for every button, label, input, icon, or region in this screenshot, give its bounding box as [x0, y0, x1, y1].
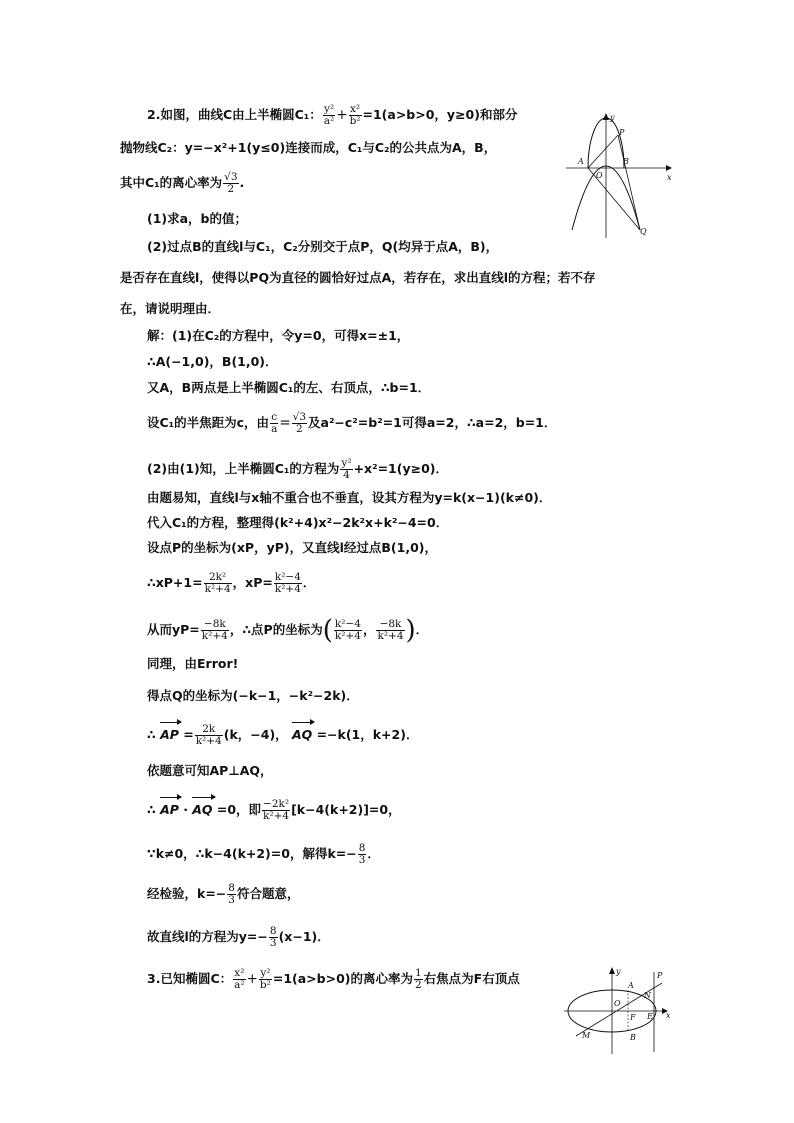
sol-line6: 由题易知，直线l与x轴不重合也不垂直，设其方程为y=k(x−1)(k≠0)．: [147, 490, 552, 505]
figure-ellipse-lines: [562, 966, 674, 1056]
fig1-point-O: O: [596, 171, 603, 180]
sol-line13: ∴ AP = $\frac{2k}{\text{k²+4}}$ (k，−4)， AQ =−k(1，k+2)．: [147, 723, 419, 747]
fig2-point-E: E: [647, 1012, 653, 1021]
fig2-point-M: M: [582, 1031, 591, 1040]
fig2-point-B: B: [630, 1033, 636, 1042]
sol-line15: ∴ AP · AQ =0，即 $\frac{\text{−2k²}}{\text{k²+4}}$ [k−4(k+2)]=0，: [147, 798, 401, 822]
fig1-point-B: B: [623, 157, 629, 166]
sol-line10: 从而yP= $\frac{-8k}{\text{k²+4}}$ ，∴点P的坐标为( $\frac{\text{k²−4}}{\text{k²+4}}$ ， $\frac{-8k}{\text{k²+4}}$ )．: [147, 615, 429, 646]
fig2-x-label: x: [666, 1011, 671, 1020]
fig1-y-label: y: [610, 113, 615, 122]
fig1-point-A: A: [578, 157, 584, 166]
figure-parabola-ellipse: [566, 110, 674, 240]
sol-line11: 同理，由Error!: [147, 656, 239, 671]
sol-line2: ∴A(−1,0)，B(1,0)．: [147, 354, 278, 369]
fig2-point-N: N: [644, 991, 651, 1000]
sol-line8: 设点P的坐标为(xP，yP)，又直线l经过点B(1,0)，: [147, 540, 438, 555]
fig1-x-label: x: [667, 173, 672, 182]
p2-question2-end: 在，请说明理由．: [120, 301, 221, 316]
sol-line9: ∴xP+1= $\frac{\text{2k²}}{\text{k²+4}}$ ，xP= $\frac{\text{k²−4}}{\text{k²+4}}$ ．: [147, 571, 316, 595]
sol-line16: ∵k≠0，∴k−4(k+2)=0，解得k=− $\frac{8}{3}$ ．: [147, 842, 380, 866]
fig2-point-O: O: [614, 999, 621, 1008]
fig1-point-P: P: [619, 128, 625, 137]
p3-line1: 3.已知椭圆C： $\frac{\text{x²}}{\text{a²}}$ + $\frac{\text{y²}}{\text{b²}}$ =1(a>b>0)的离心率为 $\frac{1}{2}$ 右焦点为F右顶点: [147, 967, 520, 991]
sol-line4: 设C₁的半焦距为c，由 $\frac{c}{a}$ = $\frac{√3}{2}$ 及a²−c²=b²=1可得a=2，∴a=2，b=1．: [147, 411, 557, 435]
fig2-point-A: A: [628, 981, 634, 990]
fig2-point-F: F: [630, 1013, 636, 1022]
p2-question1: (1)求a，b的值；: [147, 211, 248, 226]
sol-line3: 又A，B两点是上半椭圆C₁的左、右顶点，∴b=1．: [147, 380, 431, 395]
fig2-y-label: y: [616, 967, 621, 976]
p2-line2: 抛物线C₂：y=−x²+1(y≤0)连接而成，C₁与C₂的公共点为A，B，: [120, 140, 497, 155]
fig1-point-Q: Q: [640, 227, 647, 236]
fig2-point-P: P: [657, 971, 663, 980]
sol-line17: 经检验，k=− $\frac{8}{3}$ 符合题意，: [147, 882, 300, 906]
p2-line1: 2.如图，曲线C由上半椭圆C₁： $\frac{\text{y²}}{\text{a²}}$ + $\frac{\text{x²}}{\text{b²}}$ =1(a>b>0，y≥0)和部分: [147, 103, 518, 127]
sol-line5: (2)由(1)知，上半椭圆C₁的方程为 $\frac{\text{y²}}{4}$ +x²=1(y≥0)．: [147, 457, 448, 481]
sol-line14: 依题意可知AP⊥AQ，: [147, 763, 273, 778]
sol-line18: 故直线l的方程为y=− $\frac{8}{3}$ (x−1)．: [147, 925, 330, 949]
sol-line12: 得点Q的坐标为(−k−1，−k²−2k)．: [147, 688, 359, 703]
p2-question2-cont: 是否存在直线l，使得以PQ为直径的圆恰好过点A，若存在，求出直线l的方程；若不存: [120, 270, 596, 285]
p2-question2: (2)过点B的直线l与C₁，C₂分别交于点P，Q(均异于点A，B)，: [147, 239, 499, 254]
sol-line1: 解：(1)在C₂的方程中，令y=0，可得x=±1，: [147, 328, 410, 343]
sol-line7: 代入C₁的方程，整理得(k²+4)x²−2k²x+k²−4=0．: [147, 515, 449, 530]
p2-line3: 其中C₁的离心率为 $\frac{√3}{2}$ .: [120, 171, 245, 195]
